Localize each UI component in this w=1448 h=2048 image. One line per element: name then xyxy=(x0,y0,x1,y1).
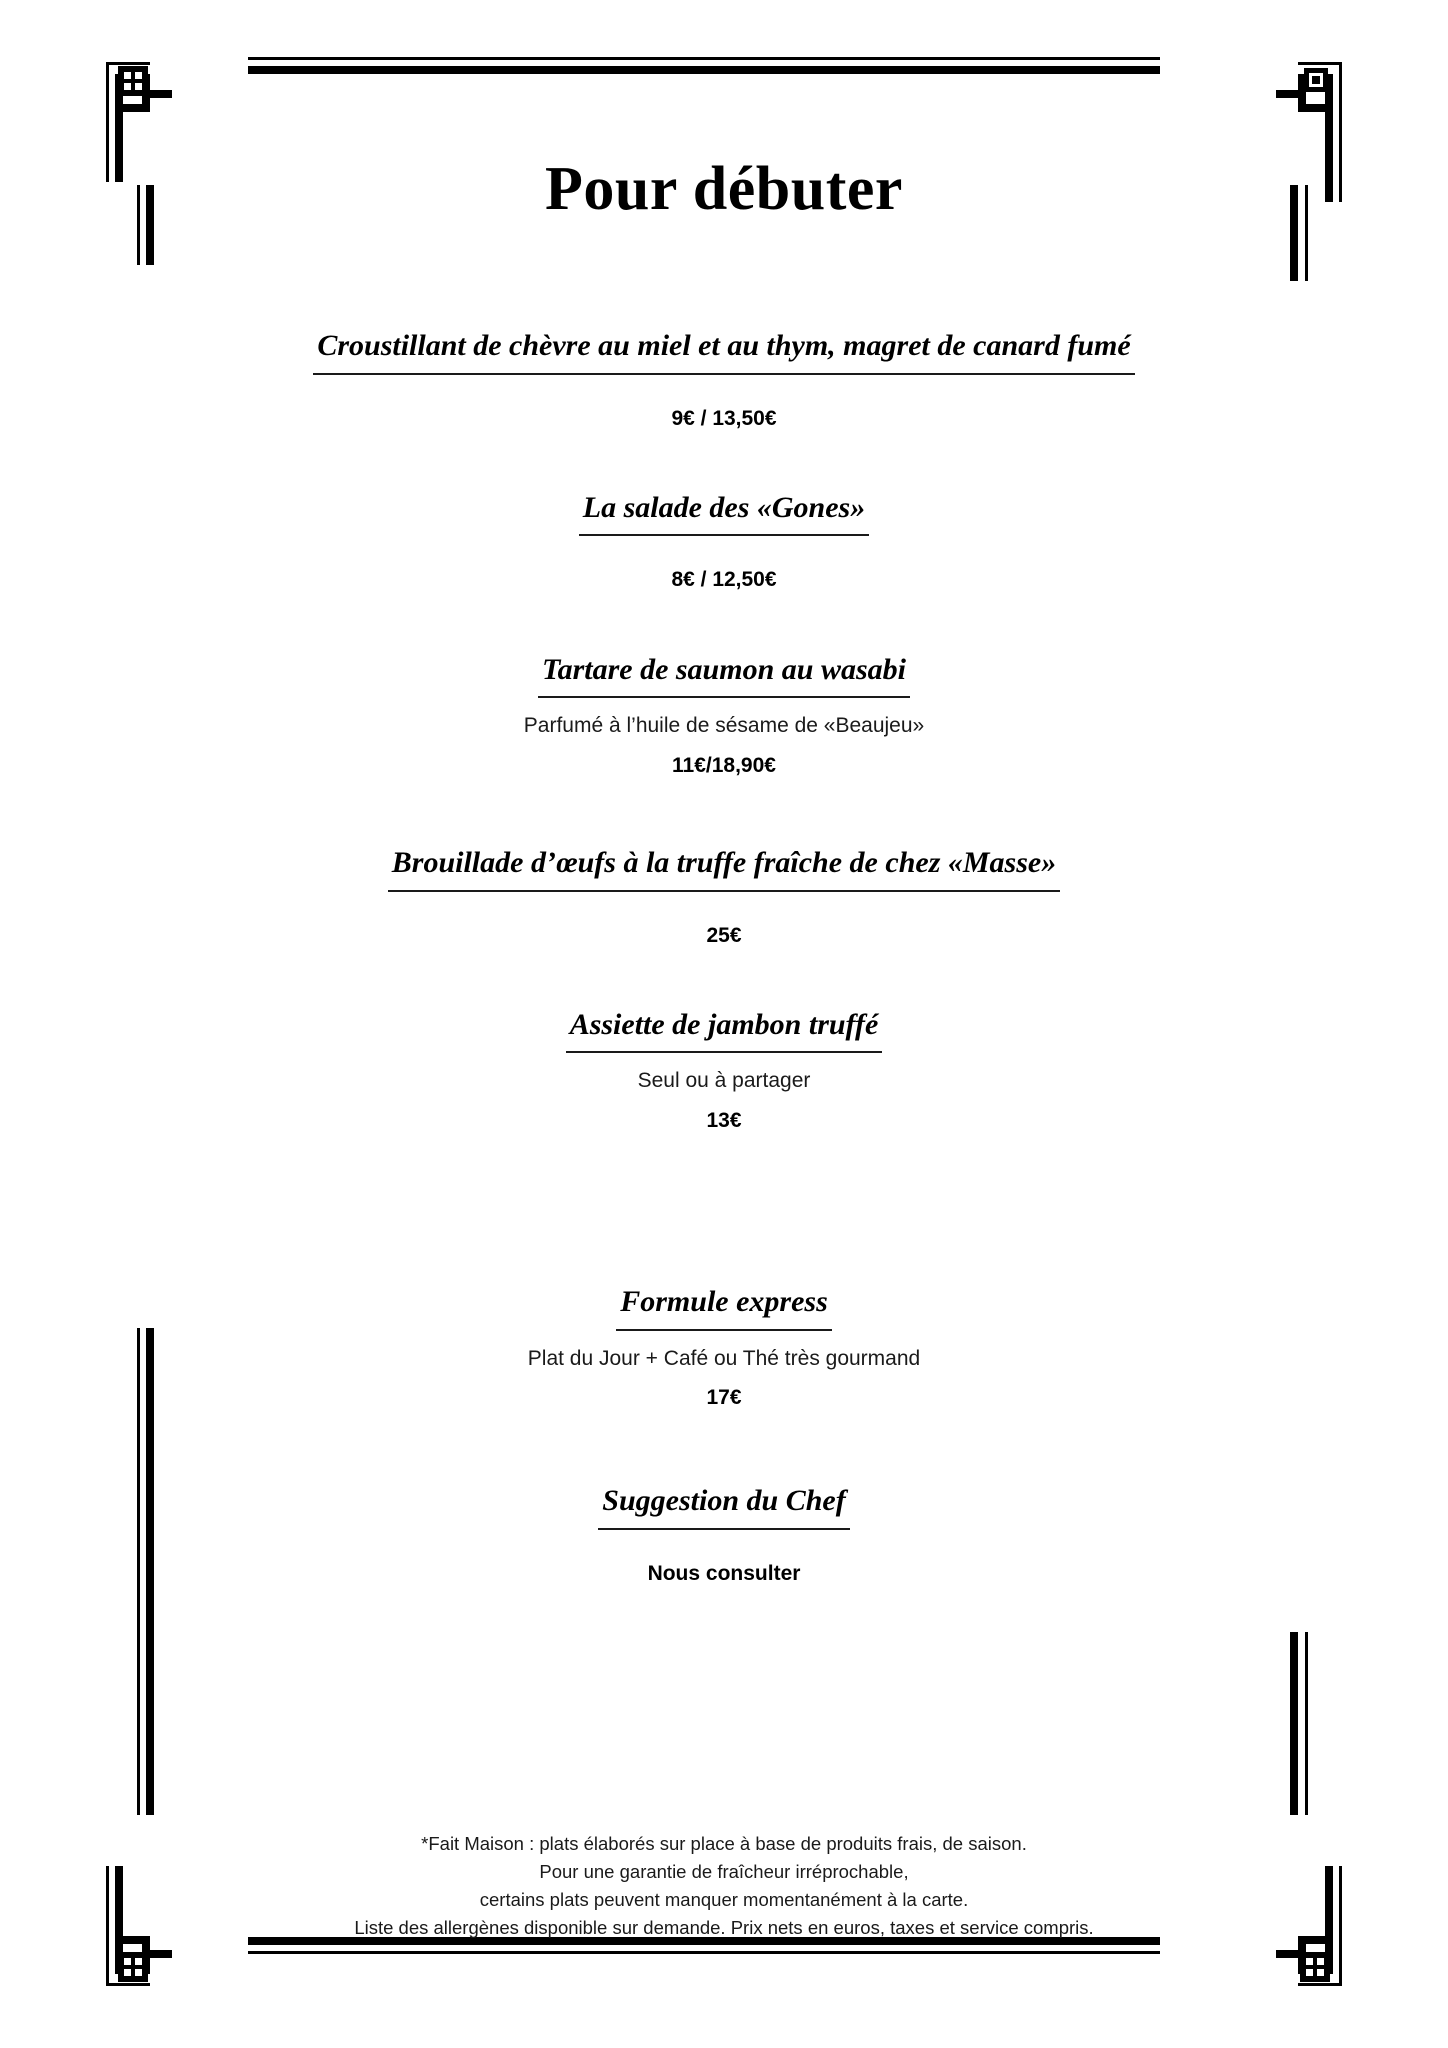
footer-line-1: *Fait Maison : plats élaborés sur place à base de produits frais, de saison. xyxy=(421,1833,1027,1854)
frame-rule-bottom-outer xyxy=(248,1951,1160,1954)
menu-item-price: 8€ / 12,50€ xyxy=(671,568,777,592)
menu-item-name: Brouillade d’œufs à la truffe fraîche de chez «Masse» xyxy=(388,845,1060,892)
frame-rule-top-inner xyxy=(248,66,1160,74)
page-title: Pour débuter xyxy=(545,154,903,223)
menu-list xyxy=(0,328,1448,1587)
footer-notes xyxy=(0,1830,1448,1942)
spacer xyxy=(0,432,1448,490)
menu-item-name: Tartare de saumon au wasabi xyxy=(538,652,910,699)
menu-offer-name: Formule express xyxy=(616,1284,832,1331)
menu-item-price: 9€ / 13,50€ xyxy=(671,406,777,430)
menu-item-name: Assiette de jambon truffé xyxy=(566,1007,883,1054)
menu-item[interactable] xyxy=(0,845,1448,949)
menu-item-description: Parfumé à l’huile de sésame de «Beaujeu» xyxy=(523,714,925,738)
menu-item[interactable] xyxy=(0,328,1448,432)
menu-item-price: 13€ xyxy=(706,1108,742,1132)
spacer xyxy=(0,1411,1448,1483)
menu-item[interactable] xyxy=(0,1007,1448,1134)
menu-offer-description: Plat du Jour + Café ou Thé très gourmand xyxy=(527,1346,921,1370)
spacer xyxy=(0,779,1448,845)
menu-offer[interactable] xyxy=(0,1284,1448,1411)
menu-offer-price: Nous consulter xyxy=(647,1561,801,1585)
menu-item-price: 25€ xyxy=(706,923,742,947)
frame-rule-bottomright-vertical-inner xyxy=(1290,1632,1298,1815)
menu-offer-price: 17€ xyxy=(706,1385,742,1409)
spacer xyxy=(0,1134,1448,1284)
frame-rule-top-outer xyxy=(248,57,1160,60)
menu-offer[interactable] xyxy=(0,1483,1448,1587)
footer-line-2: Pour une garantie de fraîcheur irréprochable, xyxy=(539,1861,909,1883)
spacer xyxy=(0,949,1448,1007)
menu-item-price: 11€/18,90€ xyxy=(672,753,776,777)
menu-offer-name: Suggestion du Chef xyxy=(598,1483,849,1530)
menu-item-name: Croustillant de chèvre au miel et au thym, magret de canard fumé xyxy=(313,328,1134,375)
footer-line-3: certains plats peuvent manquer momentanément à la carte. xyxy=(479,1889,969,1911)
menu-item-description: Seul ou à partager xyxy=(637,1069,811,1093)
frame-rule-bottomright-vertical-outer xyxy=(1305,1632,1308,1815)
spacer xyxy=(0,594,1448,652)
menu-item[interactable] xyxy=(0,652,1448,779)
menu-item[interactable] xyxy=(0,490,1448,594)
menu-item-name: La salade des «Gones» xyxy=(579,490,869,537)
footer-line-4: Liste des allergènes disponible sur demande. Prix nets en euros, taxes et service compris. xyxy=(354,1917,1094,1939)
